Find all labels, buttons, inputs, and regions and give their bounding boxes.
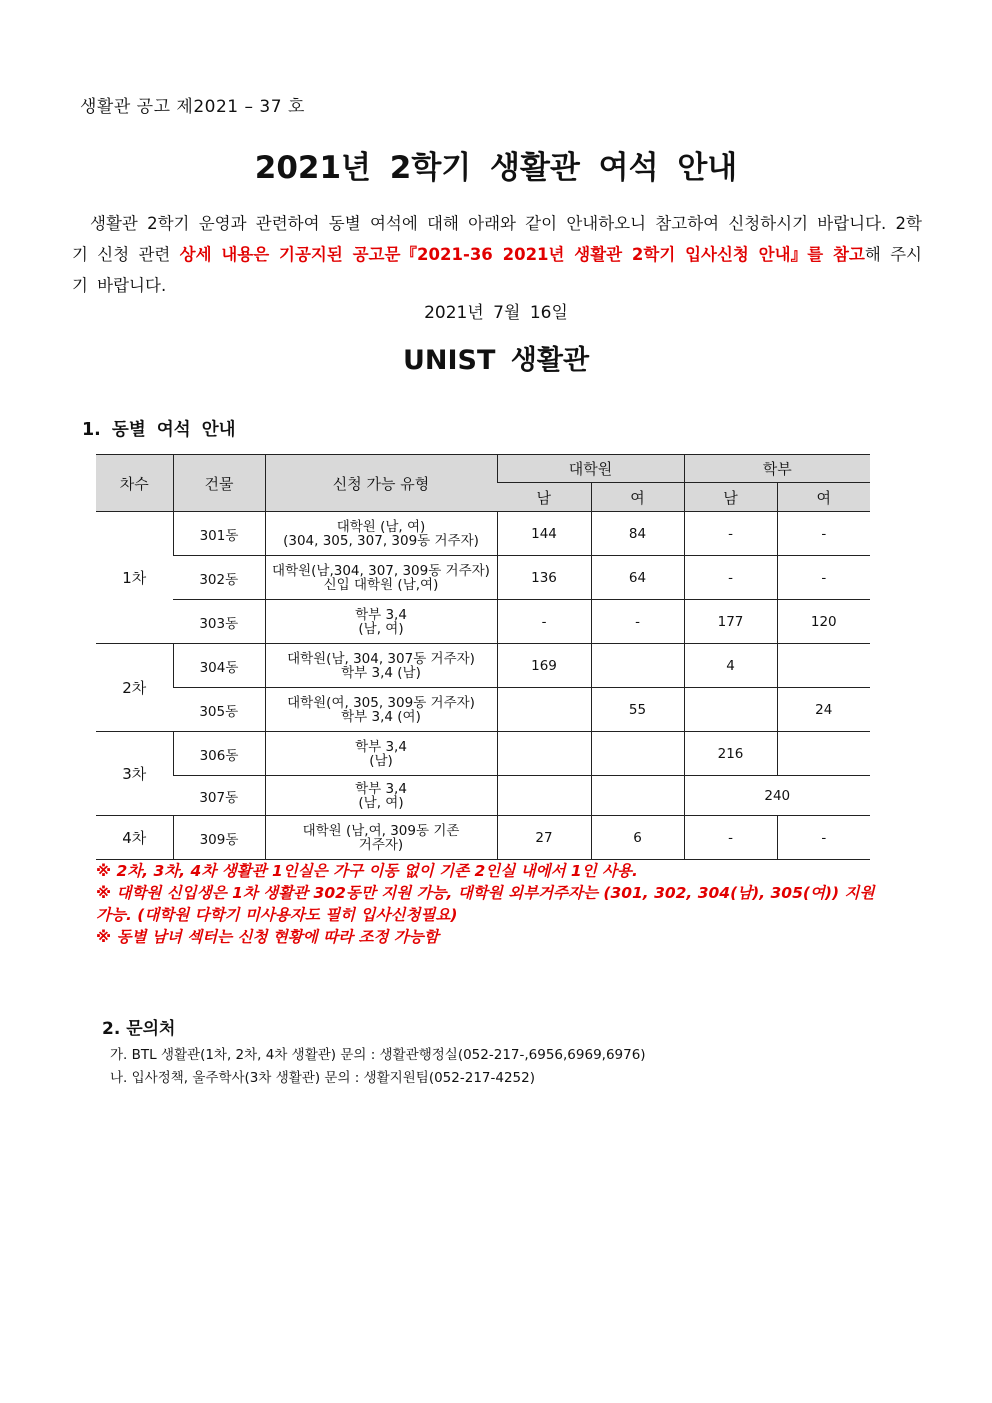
intro-paragraph	[72, 208, 922, 301]
grad-female-cell: 64	[591, 556, 684, 600]
grad-male-cell	[497, 688, 591, 732]
building-cell: 305동	[173, 688, 265, 732]
contact-item: 나. 입사정책, 울주학사(3차 생활관) 문의 : 생활지원팀(052-217-4252)	[110, 1070, 535, 1086]
header-round: 차수	[96, 455, 173, 512]
type-line: 대학원(남, 304, 307동 거주자)	[287, 650, 475, 667]
table-row	[96, 600, 870, 644]
header-building: 건물	[173, 455, 265, 512]
ug-male-cell: 4	[684, 644, 777, 688]
building-cell: 306동	[173, 732, 265, 776]
type-cell	[265, 644, 497, 688]
intro-highlight: 상세 내용은 기공지된 공고문『2021-36 2021년 생활관 2학기 입사신청 안내』를 참고	[179, 245, 865, 264]
header-ug-female: 여	[777, 483, 870, 512]
notice-number: 생활관 공고 제2021 – 37 호	[80, 97, 305, 117]
vacancy-table	[96, 454, 870, 860]
type-line: 거주자)	[358, 836, 404, 853]
type-line: (남, 여)	[358, 620, 404, 637]
type-cell	[265, 776, 497, 816]
notice-date: 2021년 7월 16일	[424, 303, 568, 323]
building-cell: 307동	[173, 776, 265, 816]
round-cell: 1차	[96, 512, 173, 644]
grad-male-cell: 169	[497, 644, 591, 688]
notes-block	[96, 860, 886, 948]
table-row	[96, 556, 870, 600]
type-line: (304, 305, 307, 309동 거주자)	[283, 532, 479, 549]
grad-female-cell	[591, 776, 684, 816]
ug-male-cell: 216	[684, 732, 777, 776]
type-line: 신입 대학원 (남,여)	[323, 576, 439, 593]
grad-female-cell: 55	[591, 688, 684, 732]
ug-female-cell: 120	[777, 600, 870, 644]
ug-male-cell: -	[684, 556, 777, 600]
section1-title: 1. 동별 여석 안내	[82, 420, 236, 440]
section2-title: 2. 문의처	[102, 1019, 176, 1039]
ug-female-cell: -	[777, 556, 870, 600]
grad-female-cell	[591, 644, 684, 688]
contact-item: 가. BTL 생활관(1차, 2차, 4차 생활관) 문의 : 생활관행정실(052-217-,6956,6969,6976)	[110, 1047, 646, 1063]
table-row	[96, 816, 870, 860]
ug-male-cell: -	[684, 816, 777, 860]
building-cell: 303동	[173, 600, 265, 644]
ug-male-cell	[684, 688, 777, 732]
grad-male-cell: 27	[497, 816, 591, 860]
ug-female-cell: -	[777, 816, 870, 860]
page-title: 2021년 2학기 생활관 여석 안내	[254, 150, 738, 186]
grad-female-cell: 6	[591, 816, 684, 860]
ug-female-cell: 24	[777, 688, 870, 732]
header-undergrad: 학부	[684, 455, 870, 483]
ug-male-cell: 177	[684, 600, 777, 644]
grad-female-cell: 84	[591, 512, 684, 556]
ug-merged-cell: 240	[684, 776, 870, 816]
organization-name: UNIST 생활관	[402, 345, 590, 376]
type-line: (남, 여)	[358, 794, 404, 811]
type-line: 대학원(남,304, 307, 309동 거주자)	[272, 562, 490, 579]
type-cell	[265, 816, 497, 860]
grad-female-cell	[591, 732, 684, 776]
round-cell: 3차	[96, 732, 173, 816]
contact-list	[110, 1044, 646, 1090]
type-line: 대학원(여, 305, 309동 거주자)	[287, 694, 475, 711]
grad-male-cell	[497, 732, 591, 776]
type-line: 학부 3,4	[355, 780, 407, 797]
round-cell: 2차	[96, 644, 173, 732]
building-cell: 304동	[173, 644, 265, 688]
type-line: 학부 3,4	[355, 606, 407, 623]
ug-female-cell: -	[777, 512, 870, 556]
type-line: 대학원 (남, 여)	[336, 518, 426, 535]
type-cell	[265, 688, 497, 732]
ug-female-cell	[777, 644, 870, 688]
grad-male-cell: 144	[497, 512, 591, 556]
table-row	[96, 688, 870, 732]
type-cell	[265, 556, 497, 600]
ug-female-cell	[777, 732, 870, 776]
header-type: 신청 가능 유형	[265, 455, 497, 512]
note-line: ※ 동별 남녀 섹터는 신청 현황에 따라 조정 가능함	[96, 928, 439, 946]
table-row	[96, 512, 870, 556]
note-line: ※ 2차, 3차, 4차 생활관 1인실은 가구 이동 없이 기존 2인실 내에서 1인 사용.	[96, 862, 638, 880]
table-header-row	[96, 455, 870, 483]
table-row	[96, 732, 870, 776]
header-grad-male: 남	[497, 483, 591, 512]
round-cell: 4차	[96, 816, 173, 860]
grad-male-cell	[497, 776, 591, 816]
grad-female-cell: -	[591, 600, 684, 644]
table-row	[96, 644, 870, 688]
type-line: 학부 3,4 (여)	[341, 708, 421, 725]
header-grad-female: 여	[591, 483, 684, 512]
header-ug-male: 남	[684, 483, 777, 512]
intro-text: 생활관 2학기 운영과 관련하여 동별 여석에 대해 아래와 같이 안내하오니 참고하여 신청하시기 바랍니다. 2학기 신청 관련	[72, 214, 922, 264]
type-cell	[265, 732, 497, 776]
header-grad: 대학원	[497, 455, 684, 483]
building-cell: 301동	[173, 512, 265, 556]
type-cell	[265, 512, 497, 556]
intro-text-end: 해 주시기 바랍니다.	[72, 245, 922, 295]
note-line: ※ 대학원 신입생은 1차 생활관 302동만 지원 가능, 대학원 외부거주자는 (301, 302, 304(남), 305(여)) 지원가능. (대학원 다학기 미사용자도 필히 입사신청필요)	[96, 884, 875, 924]
grad-male-cell: 136	[497, 556, 591, 600]
ug-male-cell: -	[684, 512, 777, 556]
type-line: 대학원 (남,여, 309동 기존	[302, 822, 460, 839]
type-line: 학부 3,4	[355, 738, 407, 755]
table-row	[96, 776, 870, 816]
type-line: (남)	[369, 752, 393, 769]
type-line: 학부 3,4 (남)	[341, 664, 421, 681]
grad-male-cell: -	[497, 600, 591, 644]
type-cell	[265, 600, 497, 644]
building-cell: 302동	[173, 556, 265, 600]
building-cell: 309동	[173, 816, 265, 860]
